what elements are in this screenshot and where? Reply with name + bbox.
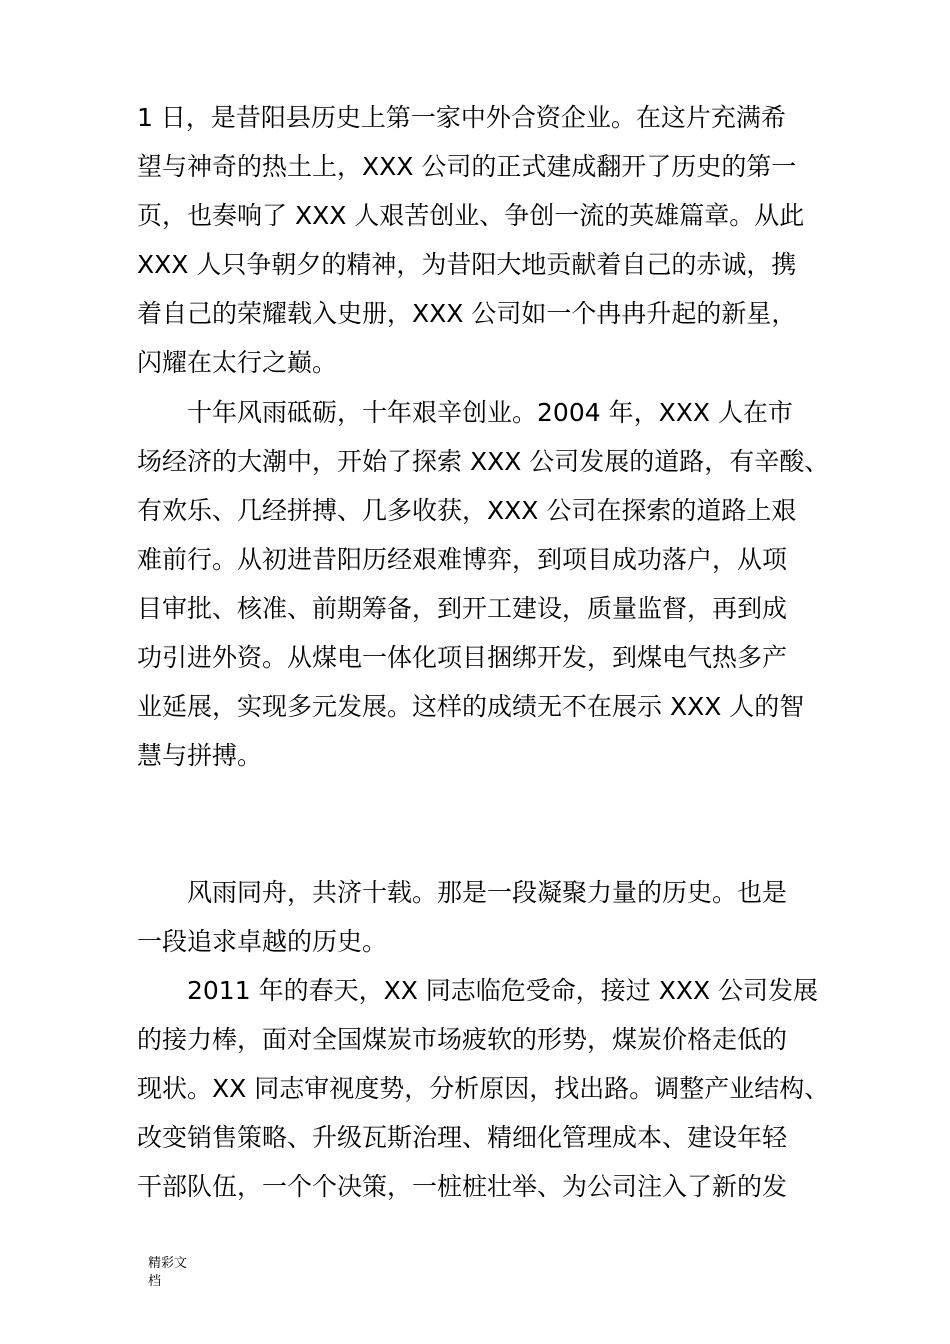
paragraph-line: 着自己的荣耀载入史册，XXX 公司如一个冉冉升起的新星， (137, 299, 797, 328)
paragraph-line: 的接力棒，面对全国煤炭市场疲软的形势，煤炭价格走低的 (137, 1025, 788, 1054)
paragraph-line: 望与神奇的热土上，XXX 公司的正式建成翻开了历史的第一 (137, 152, 797, 181)
footer-line: 精彩文 (148, 1256, 188, 1271)
page-footer (148, 1255, 198, 1291)
paragraph-line: 难前行。从初进昔阳历经艰难博弈，到项目成功落户，从项 (137, 545, 788, 574)
paragraph-line: 改变销售策略、升级瓦斯治理、精细化管理成本、建设年轻 (137, 1123, 788, 1152)
paragraph-line: 页，也奏响了 XXX 人艰苦创业、争创一流的英雄篇章。从此 (137, 201, 805, 230)
paragraph-line: 慧与拼搏。 (137, 741, 263, 770)
paragraph-line: 功引进外资。从煤电一体化项目捆绑开发，到煤电气热多产 (137, 643, 788, 672)
paragraph-line: 风雨同舟，共济十载。那是一段凝聚力量的历史。也是 (187, 878, 788, 907)
paragraph-line: 十年风雨砥砺，十年艰辛创业。2004 年，XXX 人在市 (187, 398, 793, 427)
paragraph-line: 干部队伍，一个个决策，一桩桩壮举、为公司注入了新的发 (137, 1172, 788, 1201)
paragraph-line: 有欢乐、几经拼搏、几多收获，XXX 公司在探索的道路上艰 (137, 496, 797, 525)
paragraph-line: XXX 人只争朝夕的精神，为昔阳大地贡献着自己的赤诚，携 (137, 250, 797, 279)
paragraph-line: 场经济的大潮中，开始了探索 XXX 公司发展的道路，有辛酸、 (137, 447, 830, 476)
footer-line: 档 (148, 1274, 162, 1289)
paragraph-line: 目审批、核准、前期筹备，到开工建设，质量监督，再到成 (137, 594, 788, 623)
paragraph-line: 2011 年的春天，XX 同志临危受命，接过 XXX 公司发展 (187, 976, 819, 1005)
paragraph-line: 1 日，是昔阳县历史上第一家中外合资企业。在这片充满希 (137, 103, 786, 132)
paragraph-line: 业延展，实现多元发展。这样的成绩无不在展示 XXX 人的智 (137, 692, 805, 721)
paragraph-line: 闪耀在太行之巅。 (137, 348, 338, 377)
paragraph-line: 现状。XX 同志审视度势，分析原因，找出路。调整产业结构、 (137, 1074, 830, 1103)
paragraph-line: 一段追求卓越的历史。 (137, 927, 388, 956)
